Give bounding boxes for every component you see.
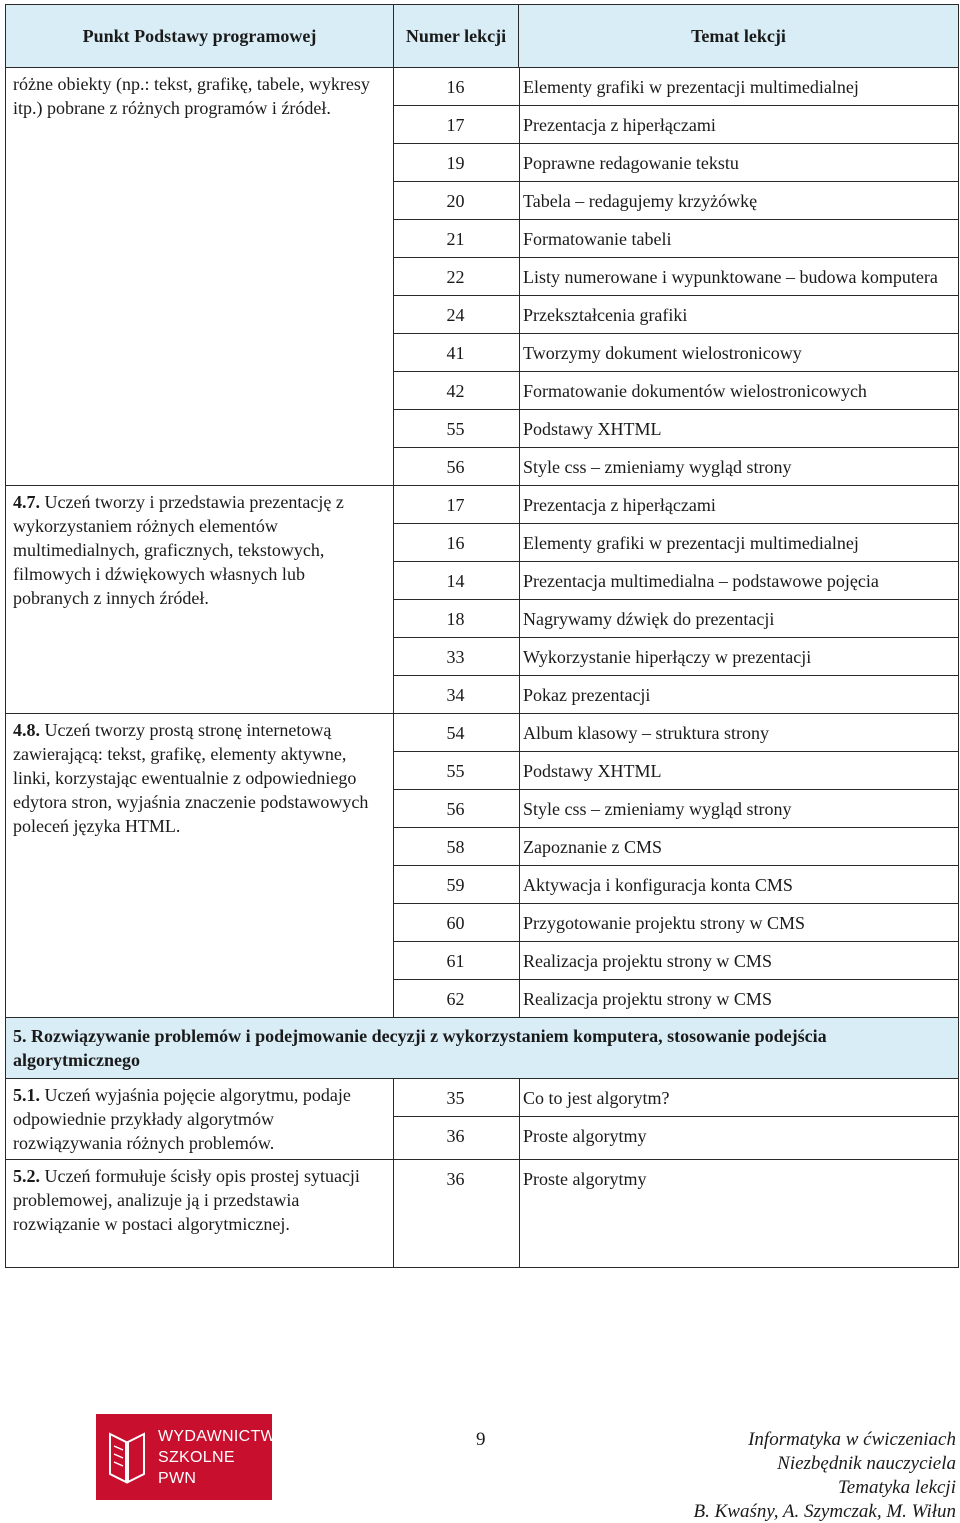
lesson-title: Nagrywamy dźwięk do prezentacji [523, 609, 775, 629]
lesson-title: Zapoznanie z CMS [523, 837, 662, 857]
curriculum-row [6, 714, 959, 1018]
lesson-title: Tworzymy dokument wielostronicowy [523, 343, 802, 363]
curriculum-row [6, 1079, 959, 1160]
lesson-title: Style css – zmieniamy wygląd strony [523, 457, 792, 477]
lesson-number: 54 [446, 723, 465, 743]
lesson-number: 62 [446, 989, 465, 1009]
header-temat: Temat lekcji [691, 26, 786, 46]
lesson-row [394, 752, 958, 790]
lesson-number: 17 [446, 495, 465, 515]
credits [694, 1428, 956, 1523]
lesson-row [394, 866, 958, 904]
lesson-row [394, 562, 958, 600]
lesson-title: Prezentacja multimedialna – podstawowe pojęcia [523, 571, 879, 591]
lesson-title: Tabela – redagujemy krzyżówkę [523, 191, 758, 211]
credit-title: Informatyka w ćwiczeniach [748, 1429, 956, 1450]
curriculum-table [5, 4, 959, 1268]
lesson-row [394, 980, 958, 1017]
lesson-title: Formatowanie dokumentów wielostronicowych [523, 381, 867, 401]
section-heading: 5. Rozwiązywanie problemów i podejmowanie decyzji z wykorzystaniem komputera, stosowanie podejścia algorytmicznego [6, 1018, 959, 1079]
punkt-text: Uczeń wyjaśnia pojęcie algorytmu, podaje odpowiednie przykłady algorytmów rozwiązywania różnych problemów. [13, 1085, 351, 1153]
lesson-row [394, 638, 958, 676]
punkt-text: Uczeń formułuje ścisły opis prostej sytuacji problemowej, analizuje ją i przedstawia rozwiązanie w postaci algorytmicznej. [13, 1166, 360, 1234]
lesson-number: 35 [446, 1088, 465, 1108]
punkt-text: różne obiekty (np.: tekst, grafikę, tabele, wykresy itp.) pobrane z różnych programów i źródeł. [13, 74, 370, 118]
lesson-row [394, 144, 958, 182]
lesson-row [394, 676, 958, 713]
lesson-number: 34 [446, 685, 465, 705]
logo-wordmark: WYDAWNICTWO SZKOLNE PWN [158, 1428, 289, 1487]
punkt-cell [6, 714, 394, 1018]
lesson-title: Pokaz prezentacji [523, 685, 651, 705]
lesson-row [394, 1160, 958, 1197]
header-lessons [394, 5, 959, 68]
lesson-number: 18 [446, 609, 465, 629]
publisher-logo [96, 1414, 289, 1500]
credit-doc: Tematyka lekcji [837, 1477, 956, 1498]
punkt-text: Uczeń tworzy prostą stronę internetową zawierającą: tekst, grafikę, elementy aktywne, linki, korzystając ewentualnie z odpowiedniego edytora stron, wyjaśnia znaczenie podstawowych poleceń języka HTML. [13, 720, 369, 836]
lesson-title: Podstawy XHTML [523, 761, 662, 781]
lesson-number: 42 [446, 381, 465, 401]
lesson-number: 16 [446, 77, 465, 97]
book-logo-icon [104, 1426, 150, 1488]
punkt-number: 5.1. [13, 1085, 40, 1105]
lesson-title: Formatowanie tabeli [523, 229, 672, 249]
lesson-row [394, 1117, 958, 1158]
lesson-title: Proste algorytmy [523, 1126, 647, 1146]
punkt-number: 4.7. [13, 492, 40, 512]
lesson-number: 36 [446, 1126, 465, 1146]
lesson-number: 56 [446, 457, 465, 477]
lesson-number: 59 [446, 875, 465, 895]
lesson-title: Album klasowy – struktura strony [523, 723, 769, 743]
lesson-row [394, 106, 958, 144]
lesson-row [394, 258, 958, 296]
lesson-title: Prezentacja z hiperłączami [523, 495, 716, 515]
lesson-title: Elementy grafiki w prezentacji multimedialnej [523, 77, 859, 97]
punkt-cell [6, 68, 394, 486]
lesson-row [394, 410, 958, 448]
lesson-list [394, 68, 958, 485]
lesson-list [394, 486, 958, 713]
punkt-cell [6, 1079, 394, 1160]
lessons-cell [394, 68, 959, 486]
lesson-row [394, 1079, 958, 1117]
punkt-number: 5.2. [13, 1166, 40, 1186]
lesson-row [394, 68, 958, 106]
lesson-title: Realizacja projektu strony w CMS [523, 951, 772, 971]
curriculum-row [6, 486, 959, 714]
lesson-number: 17 [446, 115, 465, 135]
lesson-title: Podstawy XHTML [523, 419, 662, 439]
lesson-title: Aktywacja i konfiguracja konta CMS [523, 875, 793, 895]
punkt-number: 4.8. [13, 720, 40, 740]
lessons-cell [394, 714, 959, 1018]
header-numer: Numer lekcji [394, 5, 519, 67]
lesson-title: Wykorzystanie hiperłączy w prezentacji [523, 647, 812, 667]
lesson-list [394, 1079, 958, 1158]
lesson-number: 61 [446, 951, 465, 971]
lesson-row [394, 448, 958, 485]
lesson-number: 24 [446, 305, 465, 325]
lesson-title: Proste algorytmy [523, 1169, 647, 1189]
lesson-title: Poprawne redagowanie tekstu [523, 153, 739, 173]
lesson-number: 55 [446, 419, 465, 439]
lesson-row [394, 524, 958, 562]
lesson-row [394, 904, 958, 942]
punkt-cell [6, 1160, 394, 1268]
lesson-title: Listy numerowane i wypunktowane – budowa komputera [523, 267, 938, 287]
page-footer [0, 1410, 960, 1523]
lesson-row [394, 942, 958, 980]
curriculum-row [6, 68, 959, 486]
credit-authors: B. Kwaśny, A. Szymczak, M. Wiłun [693, 1501, 956, 1522]
lesson-number: 21 [446, 229, 465, 249]
header-punkt: Punkt Podstawy programowej [6, 5, 394, 68]
curriculum-row [6, 1160, 959, 1268]
lesson-number: 14 [446, 571, 465, 591]
lesson-number: 20 [446, 191, 465, 211]
lesson-title: Realizacja projektu strony w CMS [523, 989, 772, 1009]
lesson-list [394, 1160, 958, 1197]
lesson-number: 55 [446, 761, 465, 781]
lesson-title: Przekształcenia grafiki [523, 305, 688, 325]
page-number: 9 [476, 1429, 486, 1450]
lesson-row [394, 714, 958, 752]
lessons-cell [394, 1160, 959, 1268]
lesson-number: 60 [446, 913, 465, 933]
lesson-title: Style css – zmieniamy wygląd strony [523, 799, 792, 819]
lesson-number: 33 [446, 647, 465, 667]
punkt-text: Uczeń tworzy i przedstawia prezentację z wykorzystaniem różnych elementów multimedialnych, graficznych, tekstowych, filmowych i dźwiękowych własnych lub pobranych z innych źródeł. [13, 492, 344, 608]
lesson-row [394, 600, 958, 638]
lesson-list [394, 714, 958, 1017]
lesson-number: 36 [446, 1169, 465, 1189]
section-row [6, 1018, 959, 1079]
lesson-number: 22 [446, 267, 465, 287]
lessons-cell [394, 486, 959, 714]
lesson-row [394, 372, 958, 410]
lesson-title: Elementy grafiki w prezentacji multimedialnej [523, 533, 859, 553]
lesson-row [394, 334, 958, 372]
lesson-row [394, 828, 958, 866]
credit-subtitle: Niezbędnik nauczyciela [777, 1453, 956, 1474]
lesson-number: 58 [446, 837, 465, 857]
lesson-row [394, 790, 958, 828]
lesson-row [394, 182, 958, 220]
lesson-row [394, 296, 958, 334]
punkt-cell [6, 486, 394, 714]
lesson-title: Przygotowanie projektu strony w CMS [523, 913, 805, 933]
lesson-number: 19 [446, 153, 465, 173]
lesson-number: 41 [446, 343, 465, 363]
lessons-cell [394, 1079, 959, 1160]
lesson-number: 56 [446, 799, 465, 819]
lesson-title: Prezentacja z hiperłączami [523, 115, 716, 135]
lesson-row [394, 220, 958, 258]
lesson-title: Co to jest algorytm? [523, 1088, 670, 1108]
lesson-number: 16 [446, 533, 465, 553]
lesson-row [394, 486, 958, 524]
